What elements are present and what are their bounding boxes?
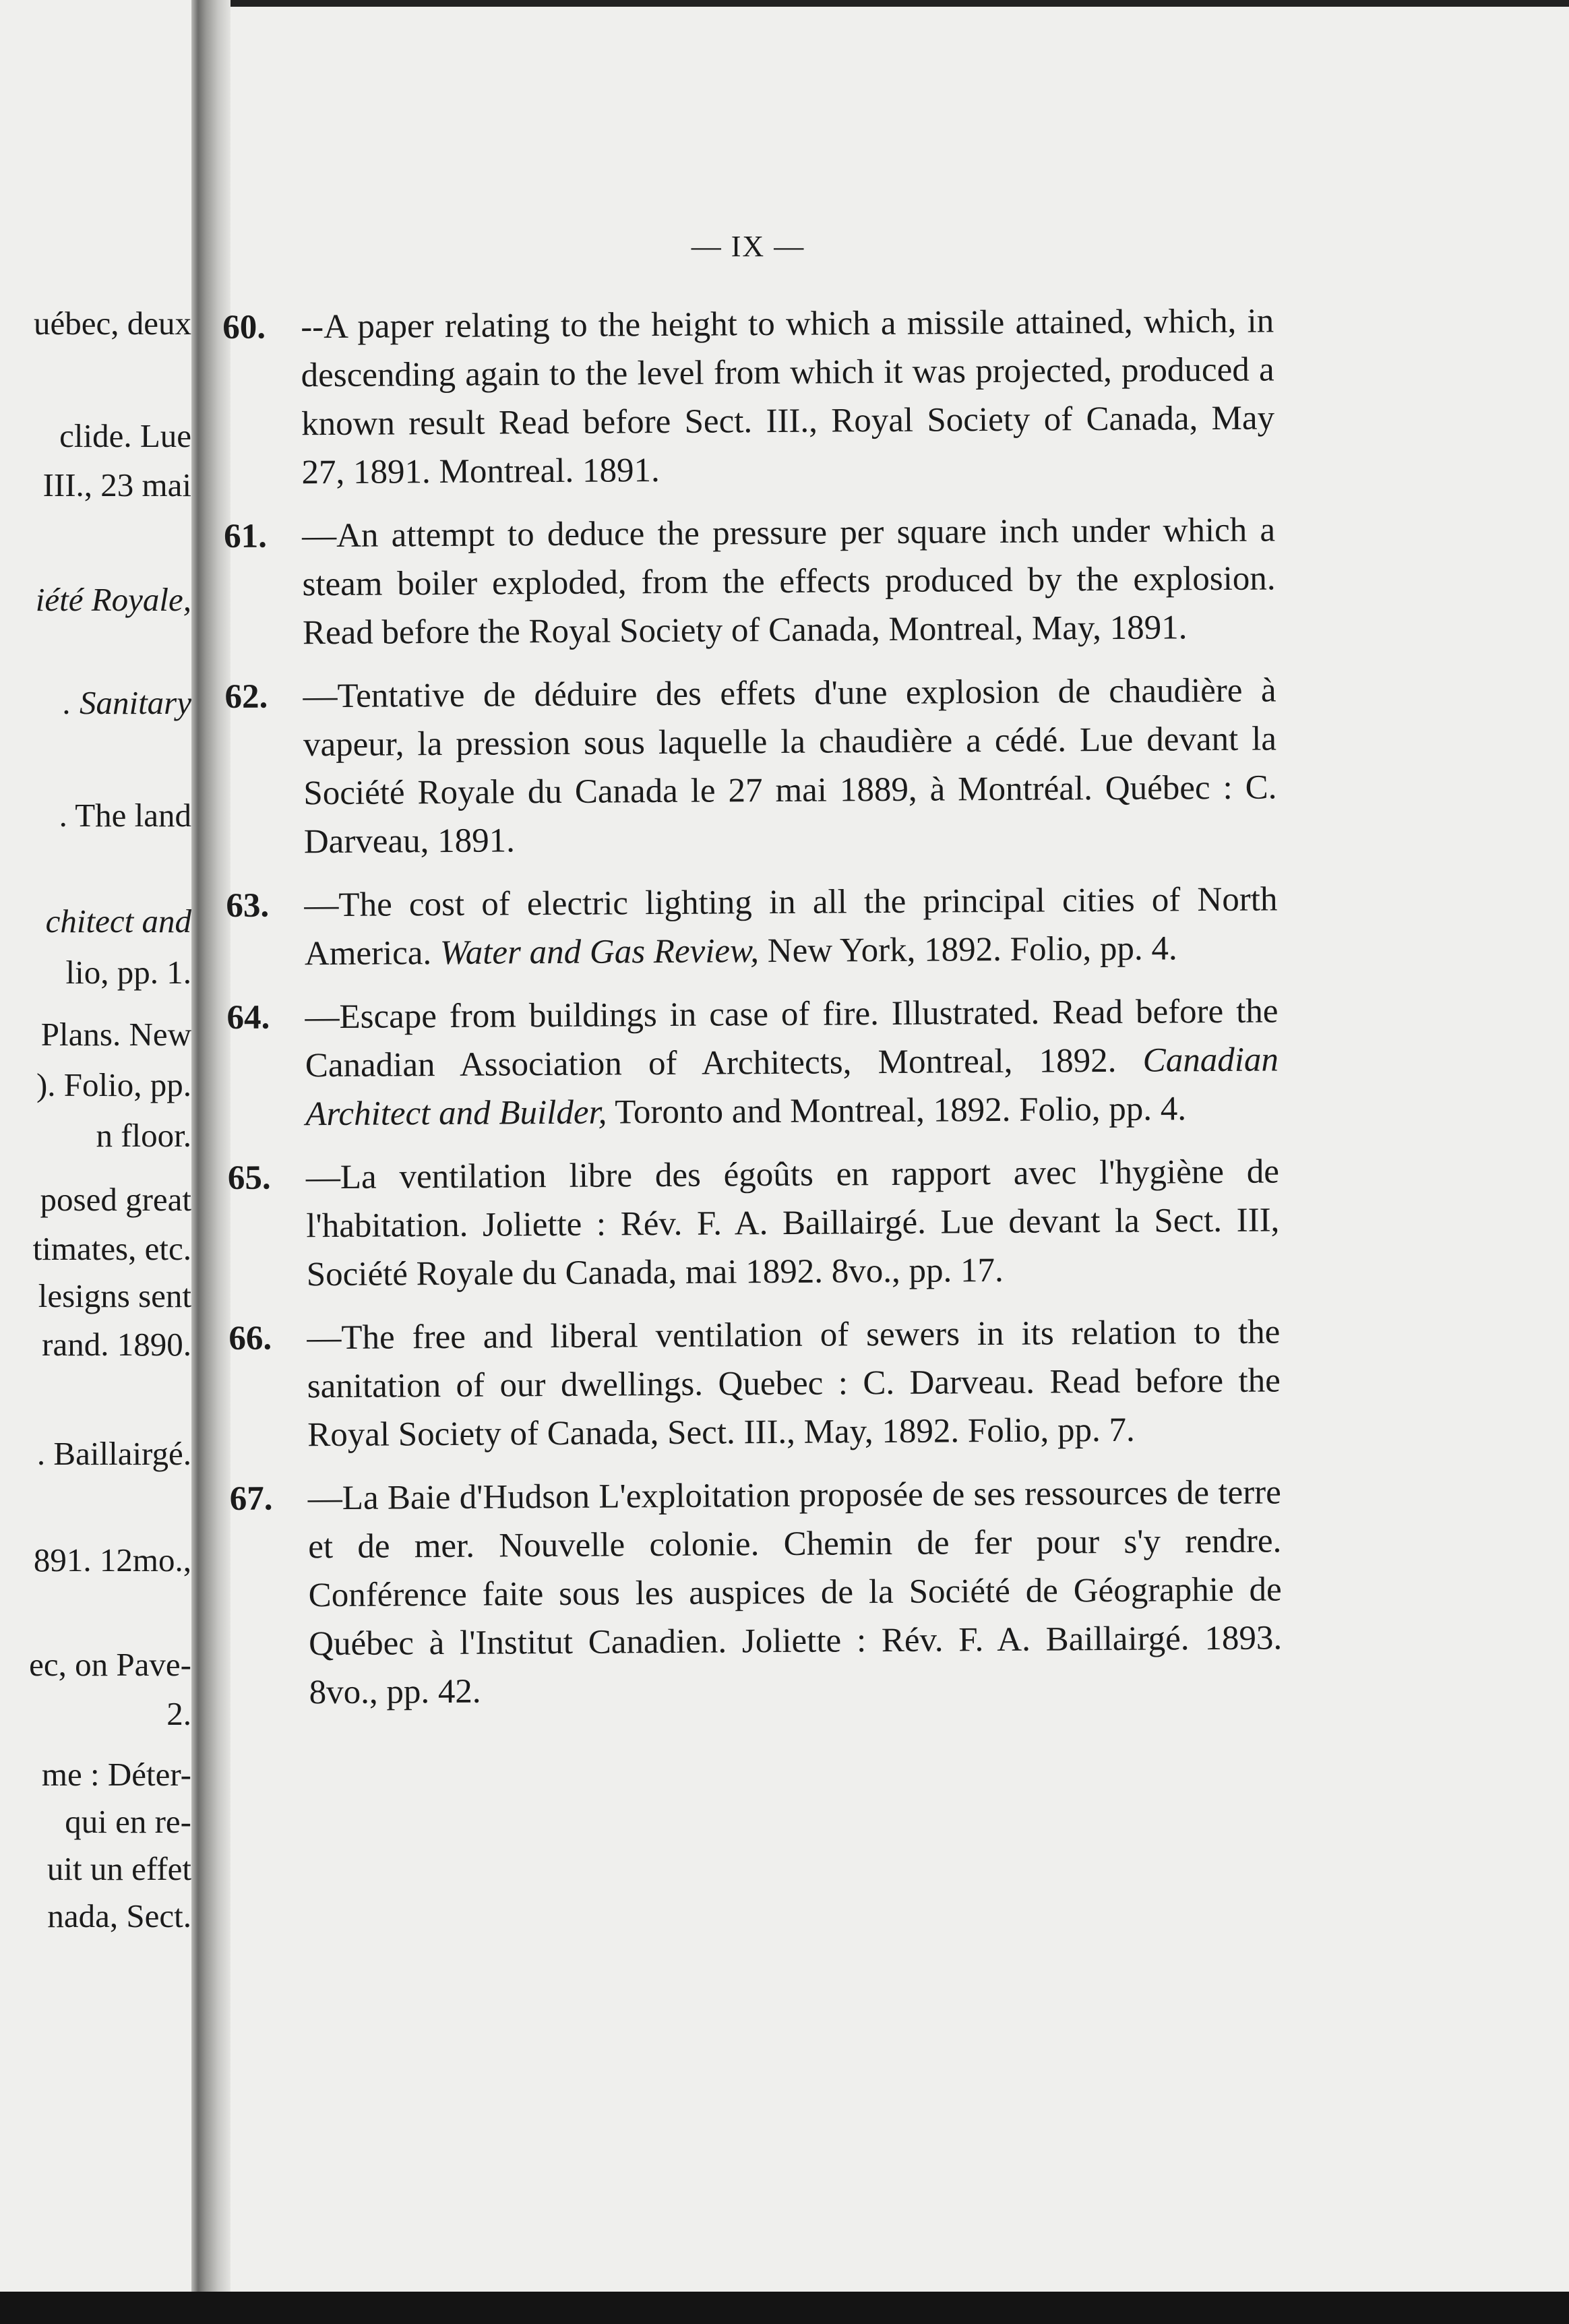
page-number: — IX — — [691, 230, 805, 263]
entry-text: —An attempt to deduce the pressure per square inch under which a steam boiler exploded, from the effects produced by the explosion. Read before the Royal Society of Canada, Montreal, May, 1891. — [301, 511, 1276, 652]
fragment-line: me : Déter- — [41, 1756, 191, 1793]
publication-title: Canadian Architect and Builder, — [305, 1041, 1279, 1134]
fragment-line: iété Royale, — [35, 581, 191, 618]
entry-text: Toronto and Montreal, 1892. Folio, pp. 4. — [607, 1090, 1187, 1132]
entry-text: —Escape from buildings in case of fire. Illustrated. Read before the Canadian Association of Architects, Montreal, 1892. — [305, 992, 1279, 1085]
entry-text: —La Baie d'Hudson L'exploitation proposée de ses ressources de terre et de mer. Nouvelle colonie. Chemin de fer pour s'y rendre. Conférence faite sous les auspices de la Société de Géographie de Québec à l'Institut Canadien. Joliette : Rév. F. A. Baillairgé. 1893. 8vo., pp. 42. — [307, 1473, 1283, 1712]
fragment-line: . Baillairgé. — [36, 1435, 191, 1472]
entry-number: 62. — [224, 677, 268, 716]
fragment-line: . The land — [59, 797, 191, 834]
entry-text: —The free and liberal ventilation of sewers in its relation to the sanitation of our dwellings. Quebec : C. Darveau. Read before the Royal Society of Canada, Sect. III., May, 1892. Folio, pp. 7. — [307, 1313, 1281, 1455]
fragment-line: 891. 12mo., — [33, 1541, 191, 1579]
entry-number: 66. — [228, 1319, 272, 1357]
fragment-line: Plans. New — [40, 1016, 191, 1053]
fragment-line: rand. 1890. — [42, 1326, 191, 1363]
fragment-line: posed great — [40, 1181, 191, 1218]
entry-60 — [222, 297, 1275, 497]
fragment-line: 2. — [166, 1695, 191, 1732]
entry-text: --A paper relating to the height to which a missile attained, which, in descending again to the level from which it was projected, produced a known result Read before Sect. III., Royal Society of Canada, May 27, 1891. Montreal. 1891. — [301, 302, 1275, 492]
entry-64 — [226, 987, 1279, 1139]
entry-number: 67. — [229, 1479, 273, 1518]
bibliography-list — [222, 297, 1283, 1732]
entry-text: —Tentative de déduire des effets d'une explosion de chaudière à vapeur, la pression sous laquelle la chaudière a cédé. Lue devant la Société Royale du Canada le 27 mai 1889, à Montréal. Québec : C. Darveau, 1891. — [303, 671, 1277, 861]
entry-number: 64. — [226, 998, 270, 1037]
fragment-line: nada, Sect. — [47, 1897, 191, 1934]
entry-number: 65. — [227, 1159, 271, 1197]
entry-65 — [228, 1147, 1280, 1299]
facing-page-fragments — [0, 0, 191, 2292]
publication-title: Water and Gas Review, — [439, 932, 760, 973]
entry-61 — [224, 506, 1276, 658]
fragment-line: clide. Lue — [59, 417, 191, 454]
entry-63 — [226, 875, 1278, 979]
fragment-line: ). Folio, pp. — [36, 1066, 191, 1103]
fragment-line: lio, pp. 1. — [65, 954, 191, 991]
entry-62 — [224, 666, 1277, 867]
entry-number: 63. — [226, 886, 270, 925]
fragment-line: chitect and — [45, 903, 191, 940]
fragment-line: ec, on Pave- — [29, 1646, 191, 1683]
fragment-line: timates, etc. — [32, 1230, 191, 1267]
fragment-line: uit un effet — [47, 1850, 191, 1887]
entry-number: 61. — [223, 517, 268, 555]
fragment-line: uébec, deux — [34, 305, 191, 342]
fragment-line: . Sanitary — [63, 684, 191, 721]
entry-number: 60. — [222, 308, 266, 346]
entry-66 — [228, 1308, 1281, 1460]
fragment-line: lesigns sent — [38, 1277, 191, 1314]
entry-text: —La ventilation libre des égoûts en rapport avec l'hygiène de l'habitation. Joliette : Rév. F. A. Baillairgé. Lue devant la Sect. III, Société Royale du Canada, mai 1892. 8vo., pp. 17. — [305, 1153, 1280, 1294]
fragment-line: III., 23 mai — [42, 466, 191, 503]
fragment-line: n floor. — [96, 1117, 191, 1154]
page-top-edge — [202, 0, 1569, 7]
entry-text: —The cost of electric lighting in all the principal cities of North America. — [304, 880, 1278, 973]
entry-67 — [230, 1468, 1283, 1717]
entry-text: New York, 1892. Folio, pp. 4. — [758, 929, 1177, 971]
page-bottom-edge — [0, 2292, 1569, 2324]
fragment-line: qui en re- — [65, 1803, 191, 1840]
